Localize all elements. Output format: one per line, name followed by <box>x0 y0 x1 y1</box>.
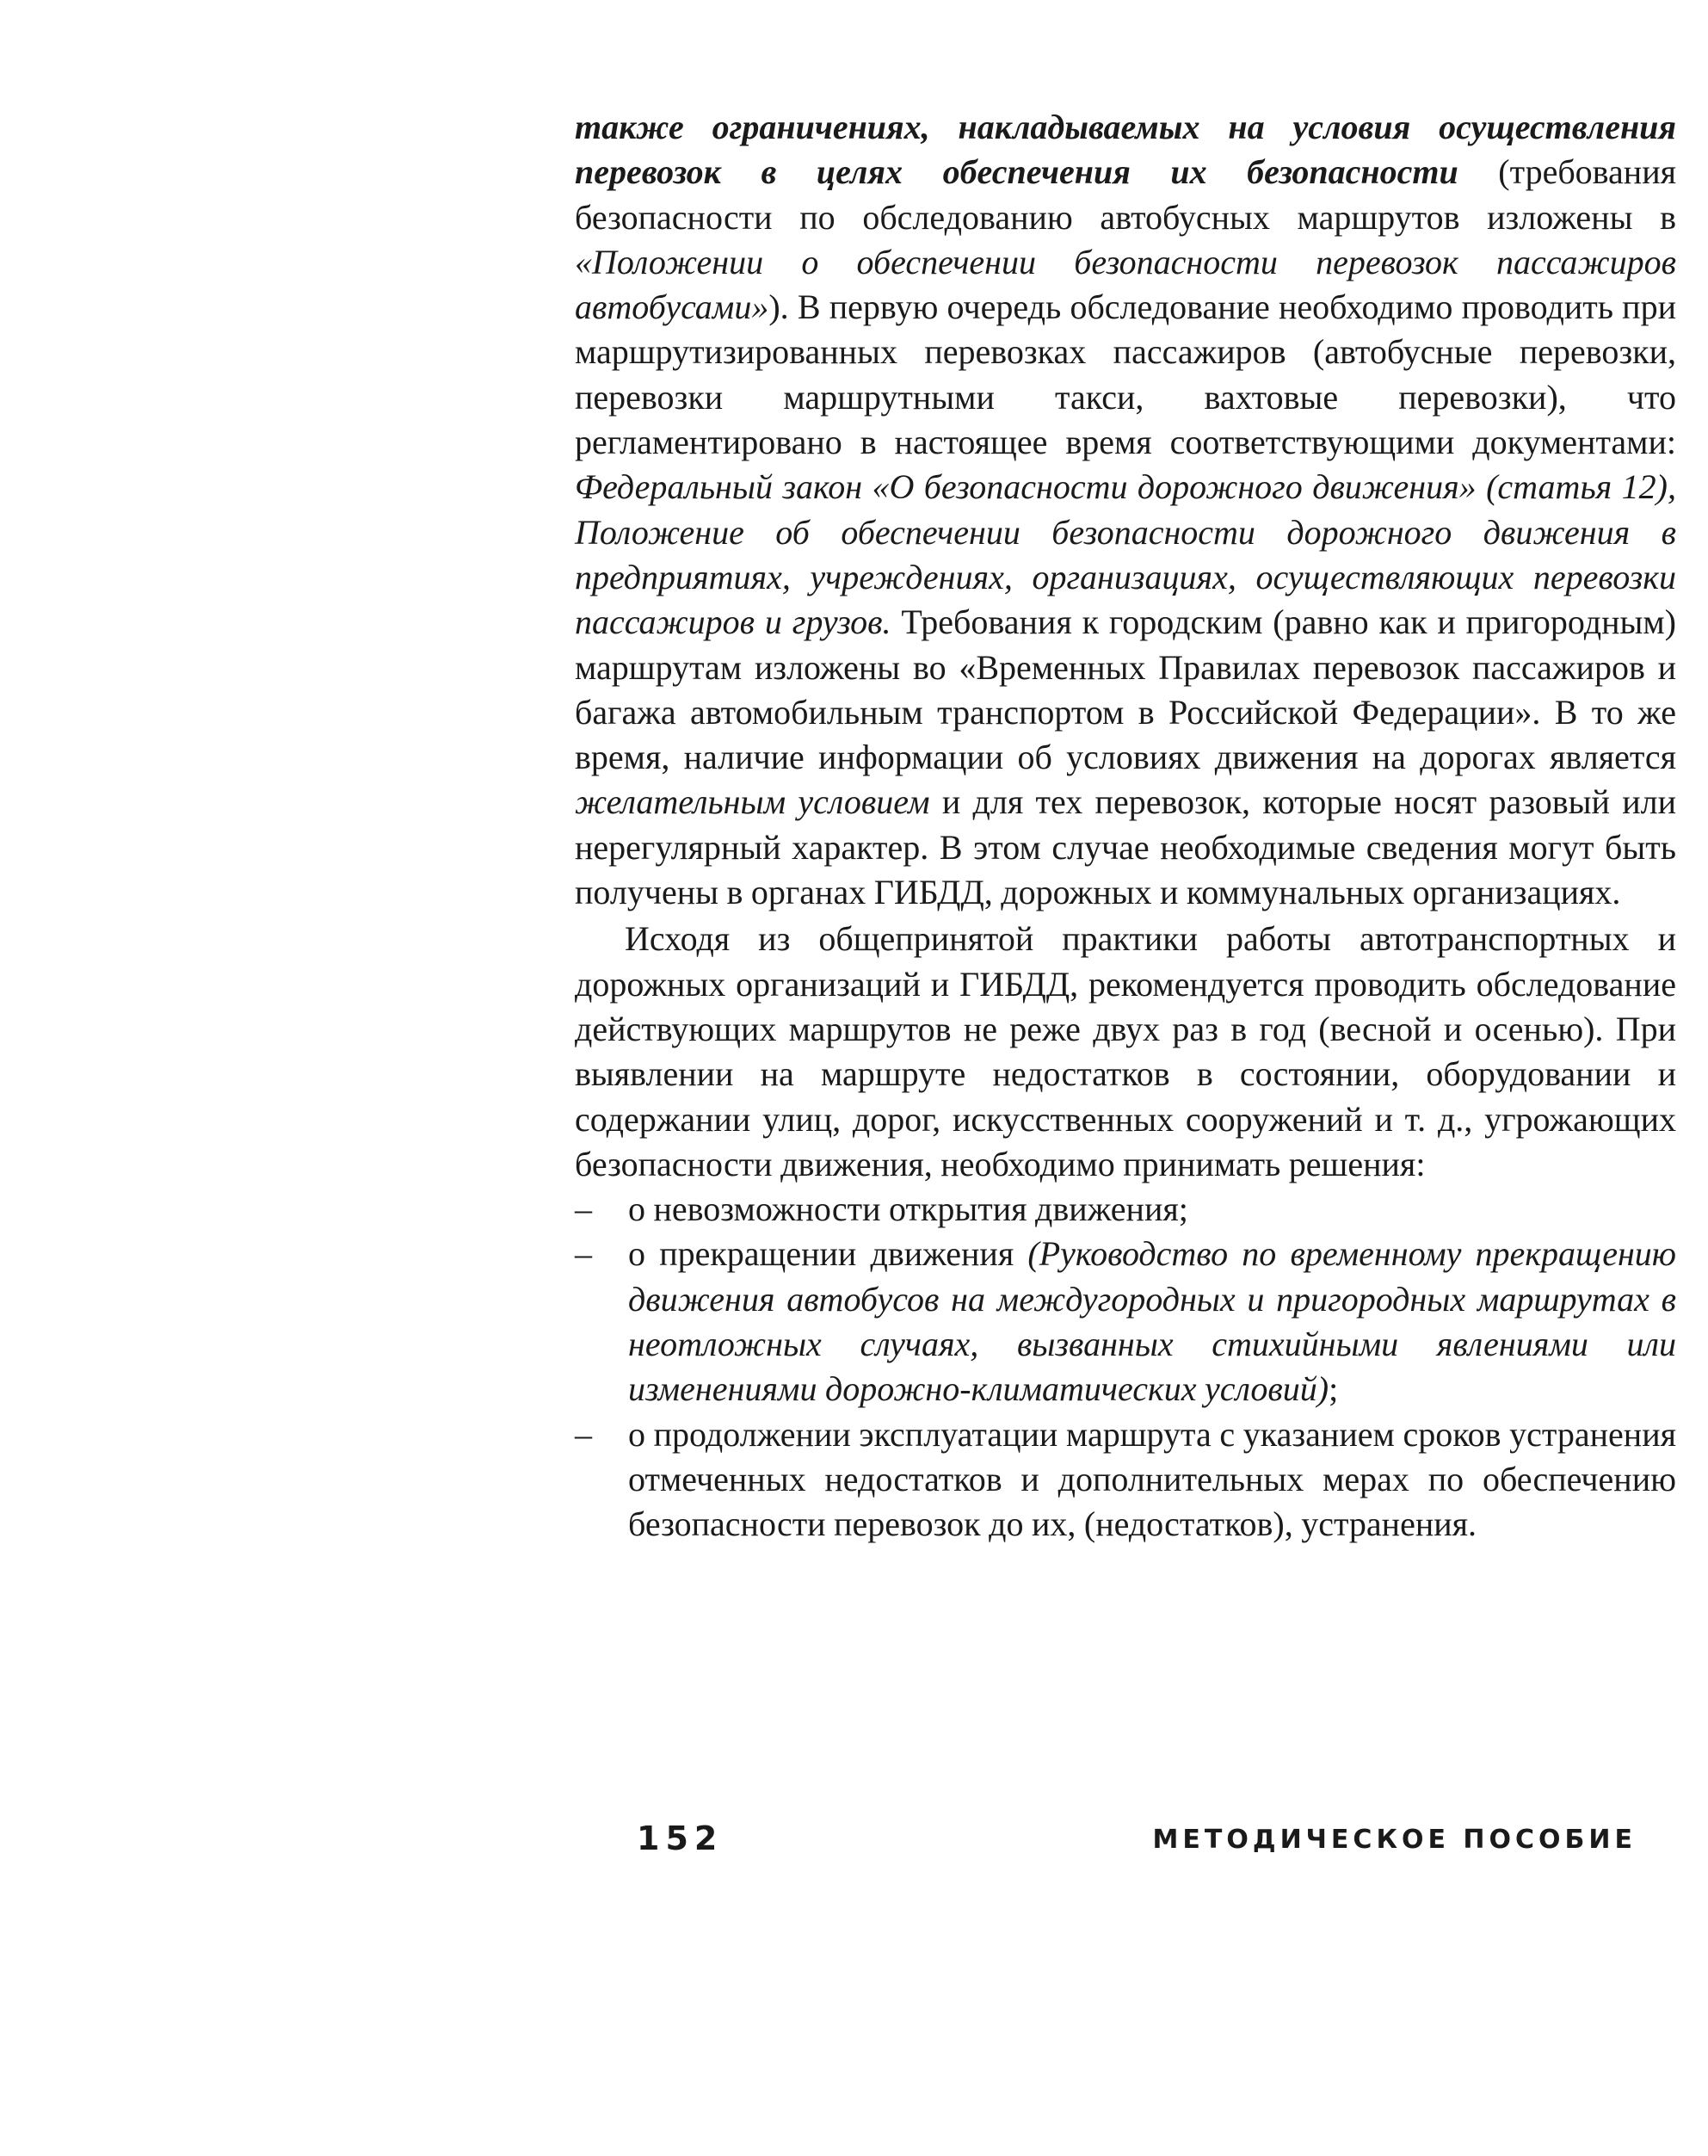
list-item-2-text: о прекращении движения <box>628 1234 1028 1274</box>
list-item-2-end: ; <box>1329 1369 1339 1409</box>
paragraph-1-text-a: (требования безопасности по обследованию автобусных маршрутов изложены в <box>575 152 1677 237</box>
paragraph-1-text-c: Требования к городским (равно как и пригородным) маршрутам изложены во «Временных Правилах перевозок пассажиров и багажа автомобильным транспортом в Российской Федерации». В то же время, наличие информации об условиях движения на дорогах является <box>575 602 1676 777</box>
paragraph-1-italic-b: Федеральный закон «О безопасности дорожного движения» (статья 12), Положение об обеспечении безопасности дорожного движения в предприятиях, учреждениях, организациях, осуществляющих перевозки пассажиров и грузов. <box>575 467 1676 642</box>
page-number: 152 <box>637 1819 724 1857</box>
page-body <box>575 105 1676 1548</box>
paragraph-2: Исходя из общепринятой практики работы автотранспортных и дорожных организаций и ГИБДД, рекомендуется проводить обследование действующих маршрутов не реже двух раз в год (весной и осенью). При выявлении на маршруте недостатков в состоянии, оборудовании и содержании улиц, дорог, искусственных сооружений и т. д., угрожающих безопасности движения, необходимо принимать решения: <box>575 919 1676 1183</box>
paragraph-1-italic-a: «Положении о обеспечении безопасности перевозок пассажиров автобусами» <box>575 242 1676 327</box>
paragraph-1-bold-italic: также ограничениях, накладываемых на условия осуществления перевозок в целях обеспечения их безопасности <box>575 108 1676 192</box>
list-dash: – <box>575 1234 592 1274</box>
running-title: МЕТОДИЧЕСКОЕ ПОСОБИЕ <box>1152 1825 1637 1855</box>
list-item-2-italic: (Руководство по временному прекращению движения автобусов на междугородных и пригородных маршрутах в неотложных случаях, вызванных стихийными явлениями или изменениями дорожно-климатических условий) <box>628 1234 1676 1409</box>
paragraph-1-text-d: и для тех перевозок, которые носят разовый или нерегулярный характер. В этом случае необходимые сведения могут быть получены в органах ГИБДД, дорожных и коммунальных организациях. <box>575 782 1677 912</box>
paragraph-1-italic-c: желательным условием <box>575 782 930 822</box>
decision-list <box>575 1187 1676 1547</box>
list-dash: – <box>575 1189 592 1229</box>
page-footer <box>637 1819 1637 1871</box>
list-item <box>575 1187 1676 1232</box>
paragraph-1 <box>575 105 1676 915</box>
paragraph-1-text-b: ). В первую очередь обследование необходимо проводить при маршрутизированных перевозках пассажиров (автобусные перевозки, перевозки маршрутными такси, вахтовые перевозки), что регламентировано в настоящее время соответствующими документами: <box>575 287 1676 462</box>
list-item-1-text: о невозможности открытия движения; <box>628 1189 1188 1229</box>
list-item <box>575 1232 1676 1412</box>
list-dash: – <box>575 1414 592 1454</box>
list-item-3-text: о продолжении эксплуатации маршрута с указанием сроков устранения отмеченных недостатков и дополнительных мерах по обеспечению безопасности перевозок до их, (недостатков), устранения. <box>628 1414 1676 1544</box>
list-item <box>575 1412 1676 1548</box>
